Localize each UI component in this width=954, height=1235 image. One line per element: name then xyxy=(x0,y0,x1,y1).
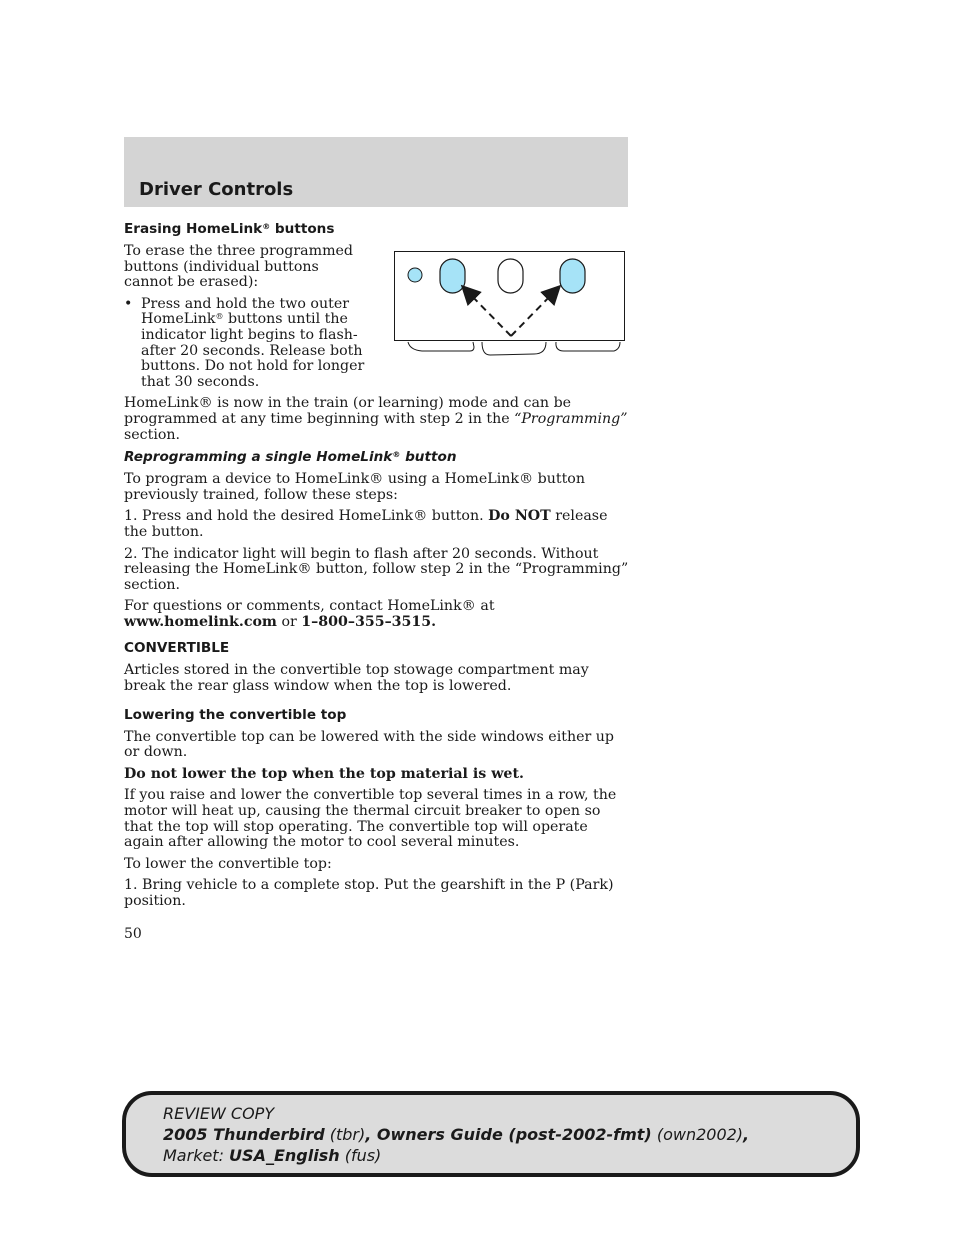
homelink-phone: 1–800–355–3515. xyxy=(301,613,437,630)
erase-bullet xyxy=(124,297,372,391)
reprogram-heading: Reprogramming a single HomeLink® button xyxy=(124,449,457,466)
reprogram-intro: To program a device to HomeLink® using a HomeLink® button previously trained, follow these steps: xyxy=(124,471,585,503)
lowering-p3: To lower the convertible top: xyxy=(124,855,332,872)
convertible-heading: CONVERTIBLE xyxy=(124,640,230,657)
page-number: 50 xyxy=(124,926,142,942)
erase-heading: Erasing HomeLink® buttons xyxy=(124,221,335,237)
erase-bullet-text: Press and hold the two outer HomeLink® buttons until the indicator light begins to flash-after 20 seconds. Release both buttons. Do not hold for longer that 30 seconds. xyxy=(141,295,365,390)
bullet-marker: • xyxy=(124,295,133,312)
reprogram-step-2: 2. The indicator light will begin to flash after 20 seconds. Without releasing the HomeLink® button, follow step 2 in the “Programming” section. xyxy=(124,545,629,593)
lowering-p2: If you raise and lower the convertible top several times in a row, the motor will heat up, causing the thermal circuit breaker to open so that the top will stop operating. The convertible top will operate again after allowing the motor to cool several minutes. xyxy=(124,787,617,851)
main-content xyxy=(124,221,630,916)
lowering-p1: The convertible top can be lowered with the side windows either up or down. xyxy=(124,728,614,761)
erase-mode-text: HomeLink® is now in the train (or learning) mode and can be programmed at any time beginning with step 2 in the “Programming” section. xyxy=(124,395,628,443)
review-copy-footer xyxy=(122,1091,860,1177)
lowering-heading: Lowering the convertible top xyxy=(124,706,347,723)
footer-review-copy: REVIEW COPY xyxy=(163,1104,275,1123)
homelink-url: www.homelink.com xyxy=(124,613,277,630)
page-title: Driver Controls xyxy=(139,179,294,200)
section-header-band xyxy=(124,137,628,207)
footer-text: REVIEW COPY 2005 Thunderbird (tbr), Owners Guide (post-2002-fmt) (own2002), Market: USA_English (fus) xyxy=(163,1104,750,1165)
erase-intro: To erase the three programmed buttons (individual buttons cannot be erased): xyxy=(124,243,354,291)
reprogram-step-1: 1. Press and hold the desired HomeLink® button. Do NOT release the button. xyxy=(124,508,608,540)
convertible-text: Articles stored in the convertible top stowage compartment may break the rear glass window when the top is lowered. xyxy=(124,662,589,695)
reprogram-contact: For questions or comments, contact HomeLink® at www.homelink.com or 1–800–355–3515. xyxy=(124,598,495,630)
lowering-step-1: 1. Bring vehicle to a complete stop. Put the gearshift in the P (Park) position. xyxy=(124,877,614,909)
lowering-warning: Do not lower the top when the top material is wet. xyxy=(124,765,524,782)
